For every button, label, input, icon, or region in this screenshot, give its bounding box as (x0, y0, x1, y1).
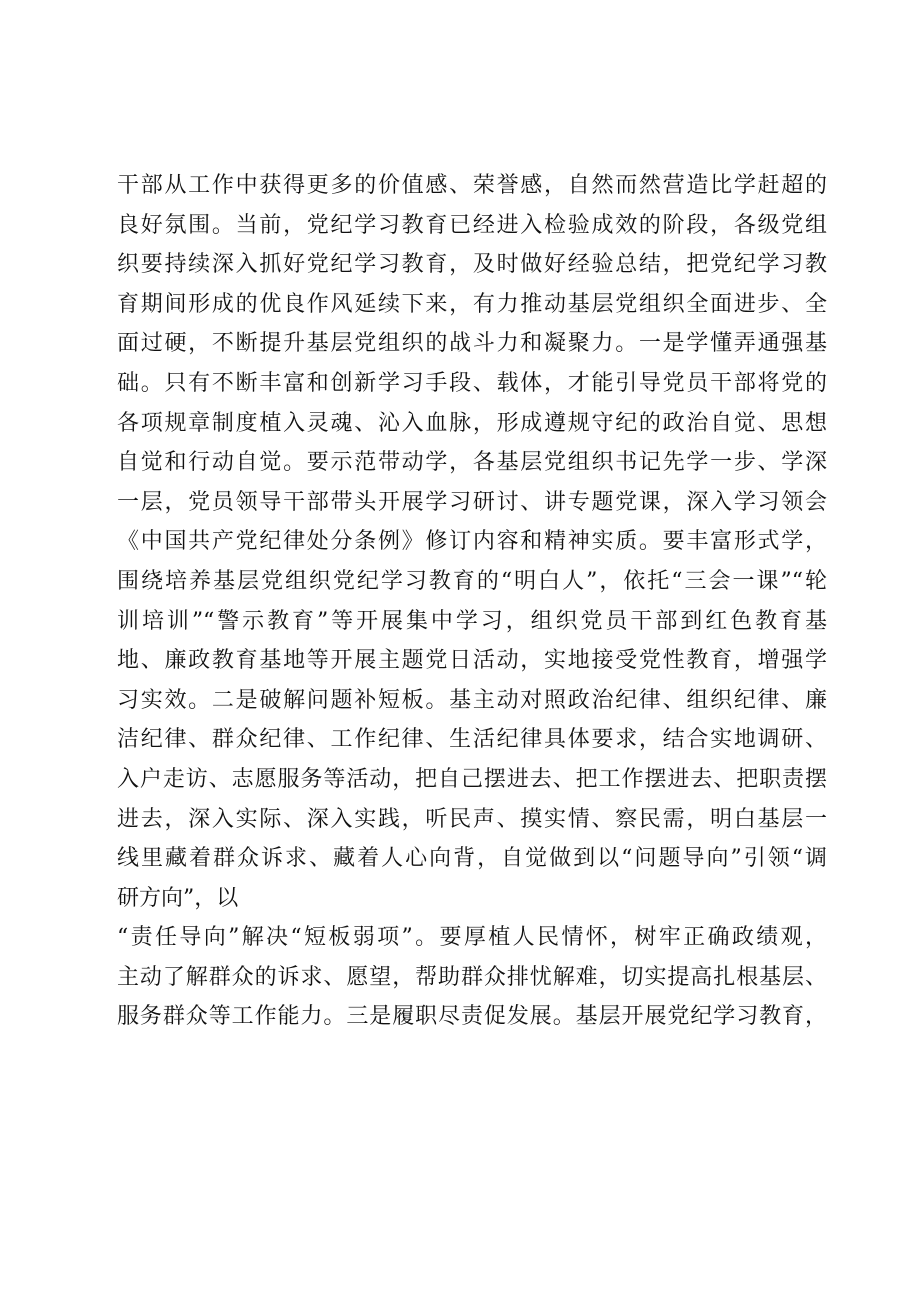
text-line: 习实效。二是破解问题补短板。基主动对照政治纪律、组织纪律、廉 (117, 687, 827, 713)
text-line: 面过硬，不断提升基层党组织的战斗力和凝聚力。一是学懂弄通强基 (117, 331, 827, 357)
text-line: 主动了解群众的诉求、愿望，帮助群众排忧解难，切实提高扎根基层、 (117, 964, 827, 990)
text-line: 一层，党员领导干部带头开展学习研讨、讲专题党课，深入学习领会 (117, 489, 827, 515)
text-line: 织要持续深入抓好党纪学习教育，及时做好经验总结，把党纪学习教 (117, 252, 827, 278)
text-line: 洁纪律、群众纪律、工作纪律、生活纪律具体要求，结合实地调研、 (117, 727, 827, 753)
text-line: 各项规章制度植入灵魂、沁入血脉，形成遵规守纪的政治自觉、思想 (117, 410, 827, 436)
text-line: 线里藏着群众诉求、藏着人心向背，自觉做到以“问题导向”引领“调 (117, 846, 827, 872)
text-line: 入户走访、志愿服务等活动，把自己摆进去、把工作摆进去、把职责摆 (117, 766, 827, 792)
text-line: 《中国共产党纪律处分条例》修订内容和精神实质。要丰富形式学， (117, 529, 827, 555)
text-line: 训培训”“警示教育”等开展集中学习，组织党员干部到红色教育基 (117, 608, 827, 634)
text-line: “责任导向”解决“短板弱项”。要厚植人民情怀，树牢正确政绩观， (117, 925, 827, 951)
text-line: 良好氛围。当前，党纪学习教育已经进入检验成效的阶段，各级党组 (117, 212, 827, 238)
body-paragraph (117, 166, 827, 1037)
text-line: 研方向”，以 (117, 885, 239, 911)
text-line: 服务群众等工作能力。三是履职尽责促发展。基层开展党纪学习教育， (117, 1004, 827, 1030)
text-line: 围绕培养基层党组织党纪学习教育的“明白人”，依托“三会一课”“轮 (117, 568, 827, 594)
text-line: 育期间形成的优良作风延续下来，有力推动基层党组织全面进步、全 (117, 291, 827, 317)
text-line: 干部从工作中获得更多的价值感、荣誉感，自然而然营造比学赶超的 (117, 173, 827, 198)
text-line: 自觉和行动自觉。要示范带动学，各基层党组织书记先学一步、学深 (117, 450, 827, 476)
text-line: 地、廉政教育基地等开展主题党日活动，实地接受党性教育，增强学 (117, 648, 827, 674)
text-line: 进去，深入实际、深入实践，听民声、摸实情、察民需，明白基层一 (117, 806, 827, 832)
text-line: 础。只有不断丰富和创新学习手段、载体，才能引导党员干部将党的 (117, 370, 827, 396)
